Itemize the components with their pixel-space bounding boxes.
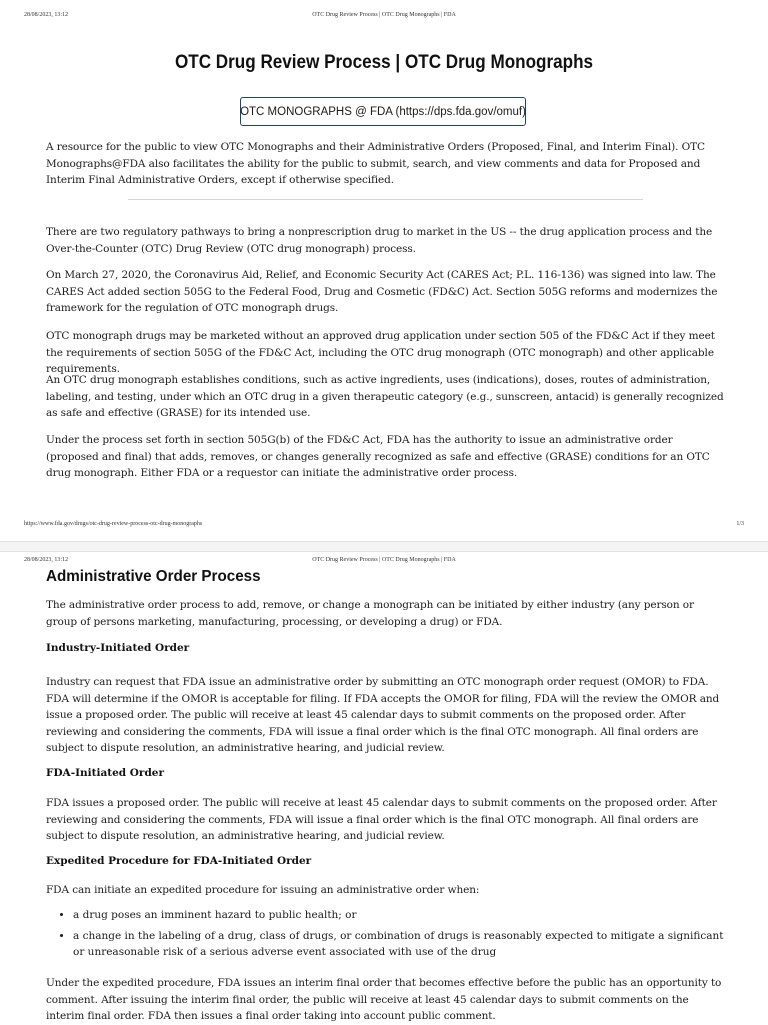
- fda-initiated-text: FDA issues a proposed order. The public will receive at least 45 calendar days to submit comments on the proposed order. After reviewing and considering the comments, FDA will issue a final order which is the final OTC monograph. All final orders are subject to dispute resolution, an administrative hearing, and judicial review.: [46, 797, 717, 842]
- print-url[interactable]: https://www.fda.gov/drugs/otc-drug-review-process-otc-drug-monographs: [24, 521, 203, 527]
- paragraph-monograph-definition: An OTC drug monograph establishes conditions, such as active ingredients, uses (indications), doses, routes of administration, labeling, and testing, under which an OTC drug in a given therapeutic category (e.g., sunscreen, antacid) is generally recognized as safe and effective (GRASE) for its intended use.: [46, 374, 724, 419]
- paragraph-cares-act: On March 27, 2020, the Coronavirus Aid, Relief, and Economic Security Act (CARES Act; P.L. 116-136) was signed into law. The CARES Act added section 505G to the Federal Food, Drug and Cosmetic (FD&C) Act. Section 505G reforms and modernizes the framework for the regulation of OTC monograph drugs.: [46, 269, 718, 314]
- list-item: • a drug poses an imminent hazard to public health; or: [73, 907, 733, 924]
- otc-monographs-link-button[interactable]: OTC MONOGRAPHS @ FDA (https://dps.fda.gov/omuf): [240, 97, 526, 126]
- intro-paragraph: A resource for the public to view OTC Monographs and their Administrative Orders (Proposed, Final, and Interim Final). OTC Monographs@FDA also facilitates the ability for the public to submit, search, and view comments and data for Proposed and Interim Final Administrative Orders, except if otherwise specified.: [46, 141, 705, 186]
- print-page-title: OTC Drug Review Process | OTC Drug Monographs | FDA: [312, 557, 456, 563]
- print-page-title: OTC Drug Review Process | OTC Drug Monographs | FDA: [312, 12, 456, 18]
- print-datetime: 28/08/2023, 13:12: [24, 12, 69, 18]
- divider: [128, 199, 643, 200]
- administrative-order-heading: Administrative Order Process: [46, 568, 261, 585]
- paragraph-pathways: There are two regulatory pathways to bring a nonprescription drug to market in the US -- the drug application process and the Over-the-Counter (OTC) Drug Review (OTC drug monograph) process.: [46, 226, 713, 255]
- expedited-procedure-text: Under the expedited procedure, FDA issues an interim final order that becomes effective before the public has an opportunity to comment. After issuing the interim final order, the public will receive at least 45 calendar days to submit comments on the interim final order. FDA then issues a final order taking into account public comment.: [46, 977, 722, 1022]
- page-separator: [0, 541, 768, 552]
- industry-initiated-text: Industry can request that FDA issue an administrative order by submitting an OTC monograph order request (OMOR) to FDA. FDA will determine if the OMOR is acceptable for filing. If FDA accepts the OMOR for filing, FDA will the review the OMOR and issue a proposed order. The public will receive at least 45 calendar days to submit comments on the proposed order. After reviewing and considering the comments, FDA will issue a final order which is the final OTC monograph. All final orders are subject to dispute resolution, an administrative hearing, and judicial review.: [46, 676, 720, 754]
- expedited-procedure-heading: Expedited Procedure for FDA-Initiated Order: [46, 855, 312, 867]
- print-footer: [24, 521, 744, 527]
- page-title: OTC Drug Review Process | OTC Drug Monographs: [174, 52, 594, 73]
- administrative-order-intro: The administrative order process to add, remove, or change a monograph can be initiated by either industry (any person or group of persons marketing, manufacturing, processing, or developing a drug) or FDA.: [46, 599, 694, 628]
- fda-initiated-heading: FDA-Initiated Order: [46, 767, 165, 779]
- paragraph-administrative-order: Under the process set forth in section 505G(b) of the FD&C Act, FDA has the authority to issue an administrative order (proposed and final) that adds, removes, or changes generally recognized as safe and effective (GRASE) conditions for an OTC drug monograph. Either FDA or a requestor can initiate the administrative order process.: [46, 434, 710, 479]
- expedited-conditions-list: [46, 907, 733, 965]
- expedited-procedure-intro: FDA can initiate an expedited procedure for issuing an administrative order when:: [46, 884, 480, 896]
- print-datetime: 28/08/2023, 13:12: [24, 557, 69, 563]
- list-item: • a change in the labeling of a drug, class of drugs, or combination of drugs is reasonably expected to mitigate a significant or unreasonable risk of a serious adverse event associated with use of the drug: [73, 928, 733, 961]
- print-page-number: 1/3: [736, 521, 744, 527]
- industry-initiated-heading: Industry-Initiated Order: [46, 642, 190, 654]
- paragraph-marketing: OTC monograph drugs may be marketed without an approved drug application under section 505 of the FD&C Act if they meet the requirements of section 505G of the FD&C Act, including the OTC drug monograph (OTC monograph) and other applicable requirements.: [46, 330, 715, 375]
